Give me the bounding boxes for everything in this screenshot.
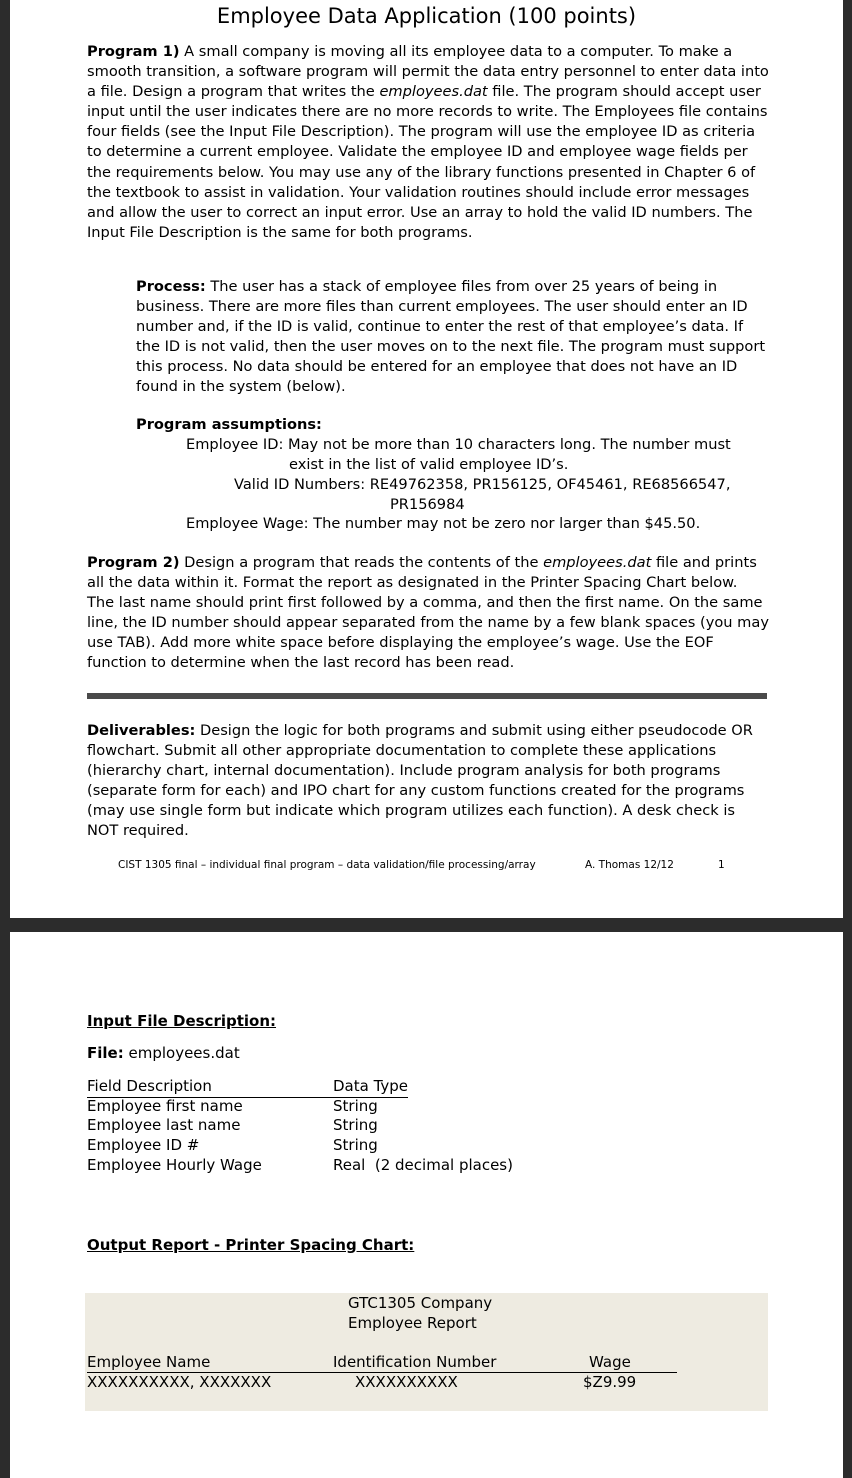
table-row-type: String — [333, 1116, 378, 1134]
file-label: File: — [87, 1044, 124, 1062]
section-divider — [87, 693, 767, 699]
program-1-paragraph — [87, 42, 769, 243]
report-sample-name: XXXXXXXXXX, XXXXXXX — [87, 1373, 272, 1391]
report-title: Employee Report — [348, 1314, 477, 1332]
file-name: employees.dat — [128, 1044, 240, 1062]
document-page-1 — [10, 0, 843, 918]
program-1-filename: employees.dat — [379, 83, 488, 101]
report-sample-id: XXXXXXXXXX — [355, 1373, 458, 1391]
program-2-text-b: file and prints all the data within it. Format the report as designated in the Printer Spacing Chart below. The last name should print first followed by a comma, and then the first name. On the same line, the ID number should appear separated from the name by a few blank spaces (you may use TAB). Add more white space before displaying the employee’s wage. Use the EOF function to determine when the last record has been read. — [87, 554, 769, 672]
table-row-field: Employee ID # — [87, 1136, 200, 1154]
file-line — [87, 1044, 240, 1064]
document-page-2 — [10, 932, 843, 1478]
field-description-header: Field Description — [87, 1077, 212, 1095]
footer-author: A. Thomas 12/12 — [585, 859, 674, 871]
report-sample-wage: $Z9.99 — [583, 1373, 637, 1391]
deliverables-paragraph — [87, 721, 769, 842]
process-label: Process: — [136, 278, 206, 295]
table-row-field: Employee last name — [87, 1116, 241, 1134]
assumption-id-line-2: exist in the list of valid employee ID’s. — [289, 456, 569, 473]
assumption-wage-line: Employee Wage: The number may not be zero nor larger than $45.50. — [186, 515, 701, 532]
footer-course: CIST 1305 final – individual final program – data validation/file processing/array — [118, 859, 536, 871]
process-paragraph — [136, 277, 768, 398]
page-title: Employee Data Application (100 points) — [216, 4, 637, 28]
program-1-text-b: file. The program should accept user input until the user indicates there are no more records to write. The Employees file contains four fields (see the Input File Description). The program will use the employee ID as criteria to determine a current employee. Validate the employee ID and employee wage fields per the requirements below. You may use any of the library functions presented in Chapter 6 of the textbook to assist in validation. Your validation routines should include error messages and allow the user to correct an input error. Use an array to hold the valid ID numbers. The Input File Description is the same for both programs. — [87, 83, 768, 241]
table-row-field: Employee Hourly Wage — [87, 1156, 262, 1174]
report-col-name: Employee Name — [87, 1353, 211, 1371]
assumptions-heading: Program assumptions: — [136, 416, 322, 433]
footer-page-number: 1 — [718, 859, 725, 871]
deliverables-label: Deliverables: — [87, 722, 196, 739]
input-file-heading: Input File Description: — [87, 1012, 277, 1030]
program-2-paragraph — [87, 553, 769, 674]
assumption-id-line-1: Employee ID: May not be more than 10 characters long. The number must — [186, 436, 731, 453]
assumption-valid-ids-line-1: Valid ID Numbers: RE49762358, PR156125, OF45461, RE68566547, — [234, 476, 731, 493]
program-2-label: Program 2) — [87, 554, 180, 571]
table-row-field: Employee first name — [87, 1097, 243, 1115]
table-row-type: String — [333, 1136, 378, 1154]
program-1-text-a: A small company is moving all its employee data to a computer. To make a smooth transition, a software program will permit the data entry personnel to enter data into a file. Design a program that writes the — [87, 43, 769, 101]
table-row-type: Real (2 decimal places) — [333, 1156, 513, 1174]
report-company: GTC1305 Company — [348, 1294, 493, 1312]
assumption-valid-ids-line-2: PR156984 — [390, 496, 465, 513]
report-col-wage: Wage — [589, 1353, 631, 1371]
report-col-id: Identification Number — [333, 1353, 497, 1371]
program-1-label: Program 1) — [87, 43, 180, 60]
output-report-heading: Output Report - Printer Spacing Chart: — [87, 1236, 415, 1254]
program-2-text-a: Design a program that reads the contents of the — [179, 554, 544, 571]
deliverables-text: Design the logic for both programs and submit using either pseudocode OR flowchart. Submit all other appropriate documentation to complete these applications (hierarchy chart, internal documentation). Include program analysis for both programs (separate form for each) and IPO chart for any custom functions created for the programs (may use single form but indicate which program utilizes each function). A desk check is NOT required. — [87, 722, 753, 840]
table-row-type: String — [333, 1097, 378, 1115]
process-text: The user has a stack of employee files from over 25 years of being in business. There are more files than current employees. The user should enter an ID number and, if the ID is valid, continue to enter the rest of that employee’s data. If the ID is not valid, then the user moves on to the next file. The program must support this process. No data should be entered for an employee that does not have an ID found in the system (below). — [136, 278, 766, 396]
program-2-filename: employees.dat — [543, 554, 652, 571]
data-type-header: Data Type — [333, 1077, 409, 1095]
